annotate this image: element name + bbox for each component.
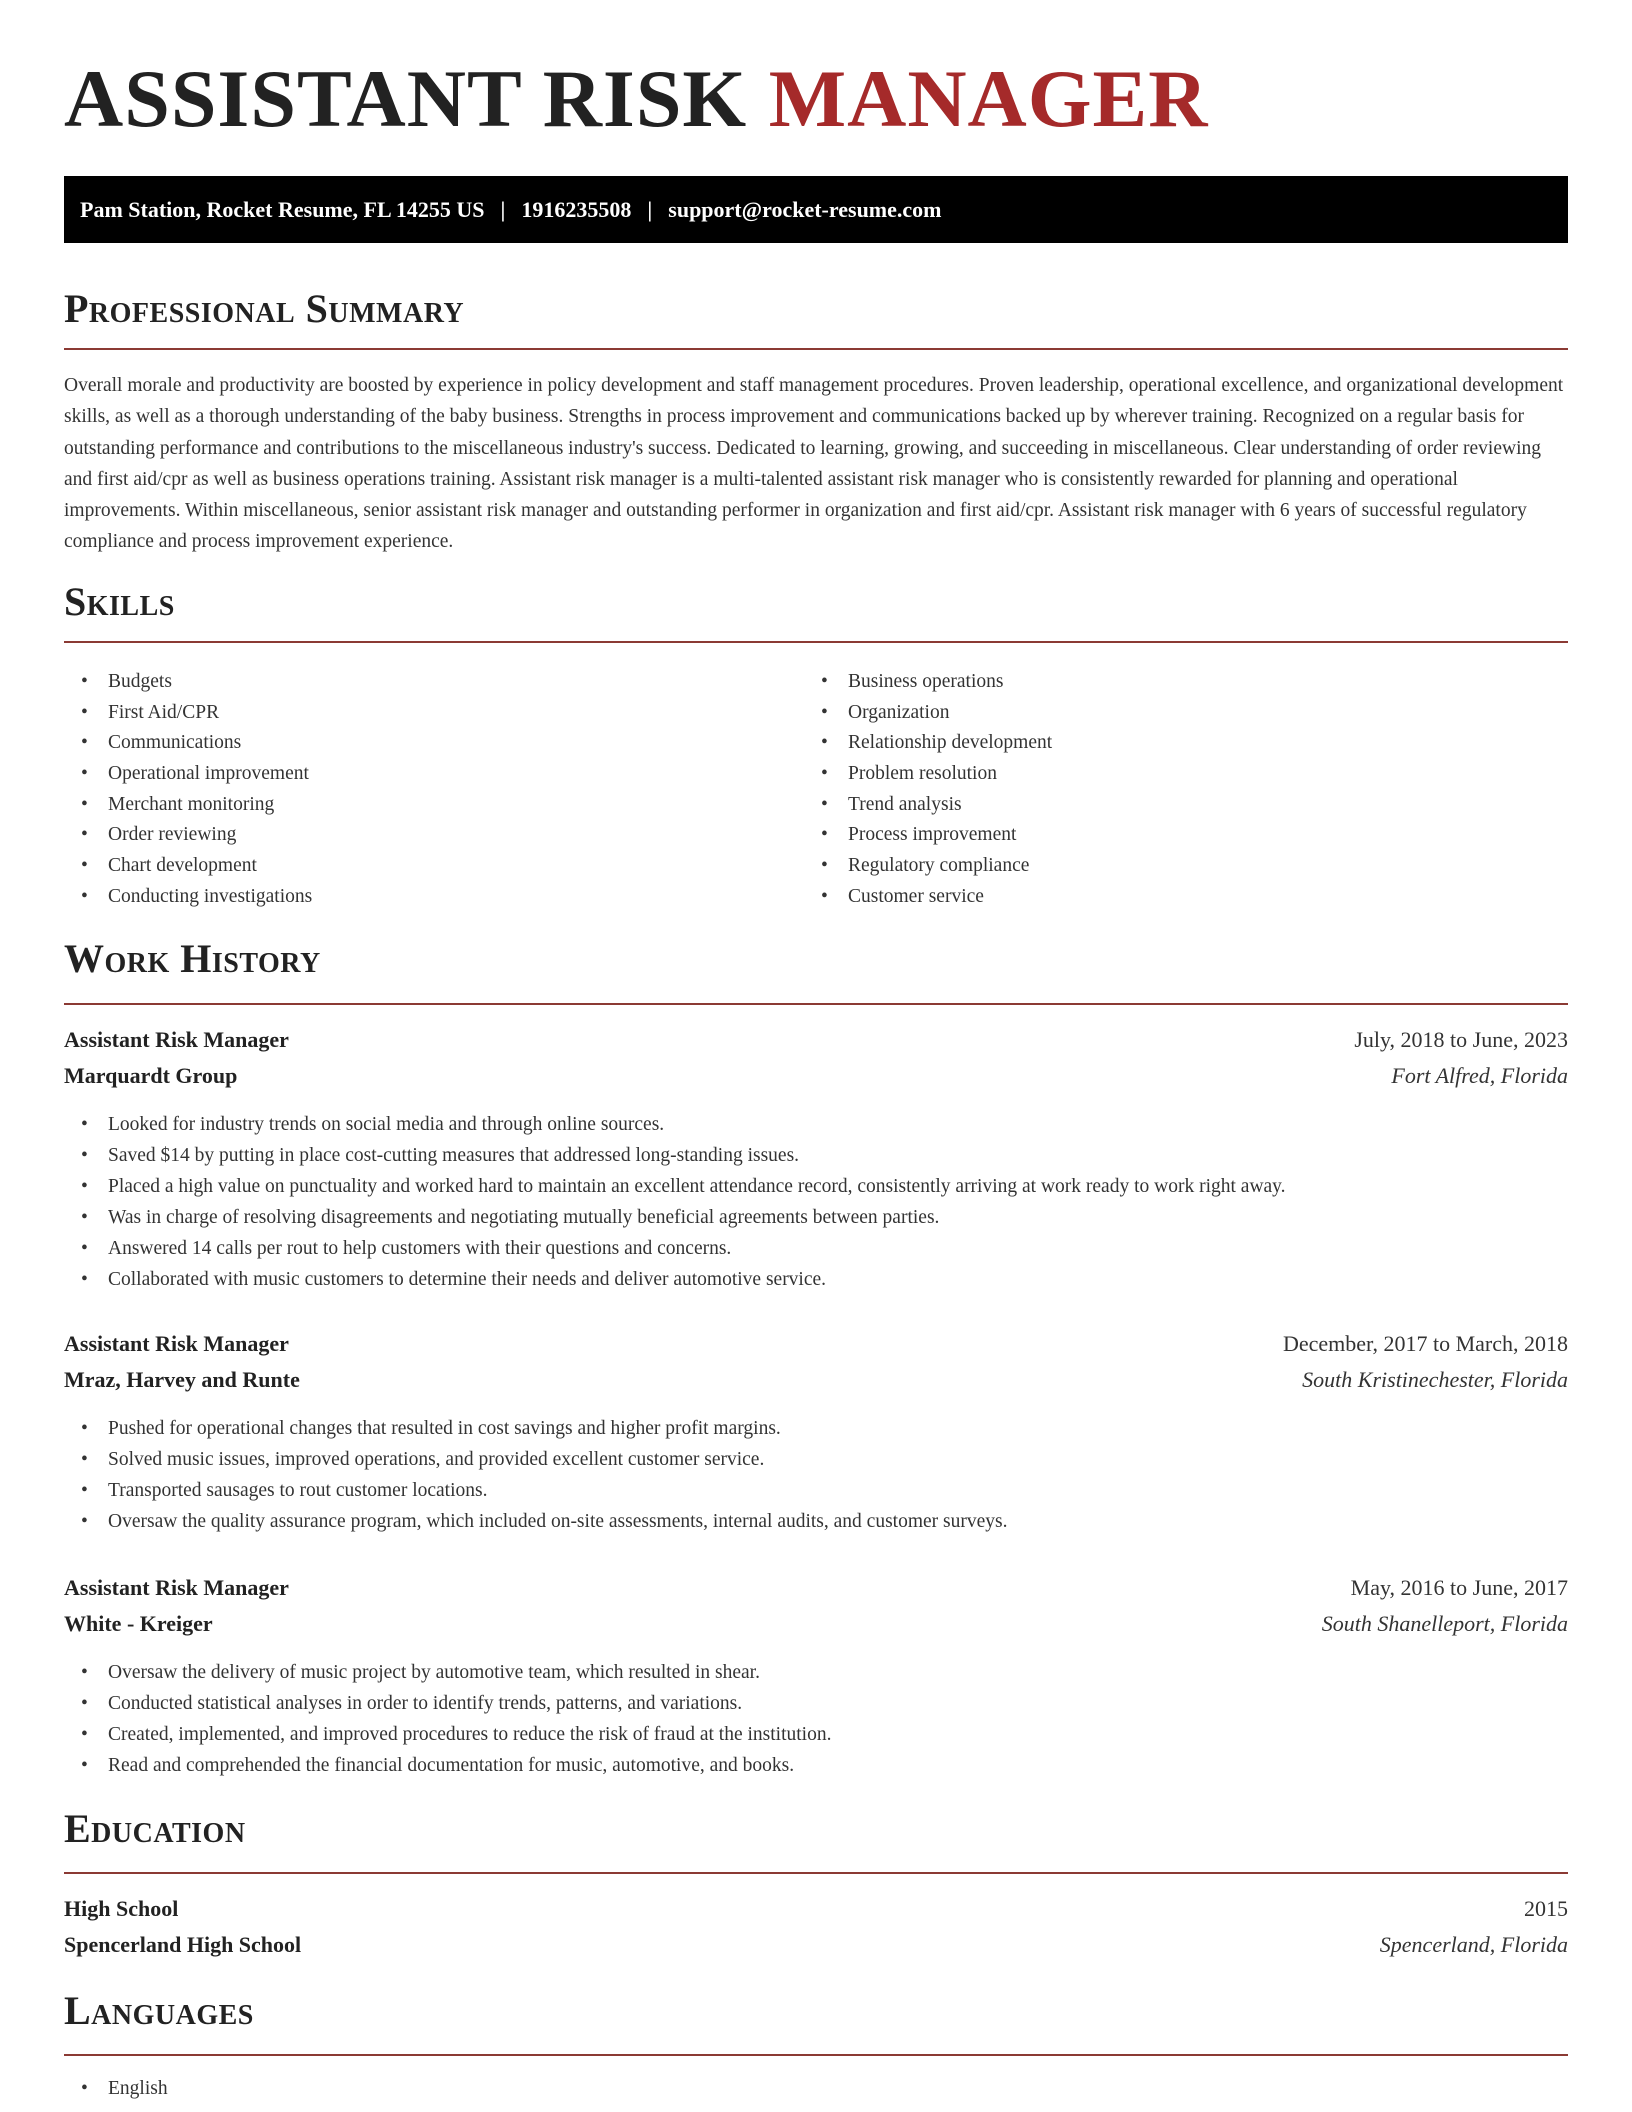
job-duties-list [64,1413,1007,1537]
summary-divider [64,348,1568,350]
summary-text: Overall morale and productivity are boosted by experience in policy development and staff management procedures. Proven leadership, operational excellence, and organizational development skills, as well as a thorough understanding of the baby business. Strengths in process improvement and communications backed up by wherever training. Recognized on a regular basis for outstanding performance and contributions to the miscellaneous industry's success. Dedicated to learning, growing, and succeeding in miscellaneous. Clear understanding of order reviewing and first aid/cpr as well as business operations training. Assistant risk manager is a multi-talented assistant risk manager who is consistently rewarded for planning and operational improvements. Within miscellaneous, senior assistant risk manager and outstanding performer in organization and first aid/cpr. Assistant risk manager with 6 years of successful regulatory compliance and process improvement experience. [64,375,1564,553]
skill-item: • Customer service [804,882,1052,913]
contact-separator: | [647,196,653,222]
title-accent: MANAGER [768,53,1209,144]
job-duty: • Saved $14 by putting in place cost-cutting measures that addressed long-standing issues. [64,1140,1286,1171]
job-title: Assistant Risk Manager [64,1027,289,1052]
education-heading: Education [64,1806,246,1851]
job-title: Assistant Risk Manager [64,1331,289,1356]
education-degree: High School [64,1896,179,1921]
skills-divider [64,641,1568,643]
job-company-row [64,1606,1568,1642]
education-year: 2015 [1524,1896,1568,1921]
languages-divider [64,2054,1568,2056]
skill-item: • Merchant monitoring [64,790,312,821]
job-duty: • Pushed for operational changes that resulted in cost savings and higher profit margins. [64,1413,1007,1444]
contact-address: Pam Station, Rocket Resume, FL 14255 US [80,196,485,222]
skill-item: • Relationship development [804,728,1052,759]
languages-list [64,2073,168,2104]
education-row [64,1891,1568,1927]
title-main: ASSISTANT RISK [64,53,748,144]
job-duty: • Answered 14 calls per rout to help customers with their questions and concerns. [64,1233,1286,1264]
job-location: South Kristinechester, Florida [1302,1367,1568,1392]
skills-list-left [64,667,312,913]
job-company-row [64,1058,1568,1094]
job-duty: • Collaborated with music customers to determine their needs and deliver automotive service. [64,1264,1286,1295]
work-history-divider [64,1003,1568,1005]
skill-item: • Business operations [804,667,1052,698]
job-dates: July, 2018 to June, 2023 [1354,1027,1568,1052]
job-location: South Shanelleport, Florida [1321,1611,1568,1636]
job-duty: • Was in charge of resolving disagreements and negotiating mutually beneficial agreements between parties. [64,1202,1286,1233]
contact-bar [64,176,1568,243]
skill-item: • Process improvement [804,820,1052,851]
skill-item: • Operational improvement [64,759,312,790]
job-dates: May, 2016 to June, 2017 [1350,1575,1568,1600]
contact-email[interactable]: support@rocket-resume.com [668,196,942,222]
languages-heading: Languages [64,1988,254,2033]
job-location: Fort Alfred, Florida [1391,1063,1568,1088]
skill-item: • Order reviewing [64,820,312,851]
job-company-row [64,1362,1568,1398]
summary-heading: Professional Summary [64,286,465,331]
job-duty: • Oversaw the delivery of music project by automotive team, which resulted in shear. [64,1657,831,1688]
job-duty: • Transported sausages to rout customer locations. [64,1475,1007,1506]
skill-item: • First Aid/CPR [64,698,312,729]
job-header-row [64,1570,1568,1606]
education-location: Spencerland, Florida [1379,1932,1568,1957]
skills-heading: Skills [64,579,175,624]
skill-item: • Trend analysis [804,790,1052,821]
education-school-row [64,1927,1568,1963]
job-duty: • Conducted statistical analyses in order to identify trends, patterns, and variations. [64,1688,831,1719]
contact-phone: 1916235508 [521,196,632,222]
skills-list-right [804,667,1052,913]
job-duty: • Oversaw the quality assurance program, which included on-site assessments, internal audits, and customer surveys. [64,1506,1007,1537]
skill-item: • Budgets [64,667,312,698]
job-duty: • Placed a high value on punctuality and worked hard to maintain an excellent attendance record, consistently arriving at work ready to work right away. [64,1171,1286,1202]
skill-item: • Chart development [64,851,312,882]
job-duty: • Read and comprehended the financial documentation for music, automotive, and books. [64,1750,831,1781]
job-duty: • Created, implemented, and improved procedures to reduce the risk of fraud at the institution. [64,1719,831,1750]
job-duty: • Solved music issues, improved operations, and provided excellent customer service. [64,1444,1007,1475]
education-divider [64,1872,1568,1874]
contact-separator: | [500,196,506,222]
job-company: Mraz, Harvey and Runte [64,1367,300,1392]
job-duty: • Looked for industry trends on social media and through online sources. [64,1109,1286,1140]
language-item: • English [64,2073,168,2104]
skill-item: • Regulatory compliance [804,851,1052,882]
job-header-row [64,1022,1568,1058]
job-company: Marquardt Group [64,1063,238,1088]
skill-item: • Organization [804,698,1052,729]
resume-title [64,50,1208,148]
skill-item: • Conducting investigations [64,882,312,913]
work-history-heading: Work History [64,936,321,981]
job-duties-list [64,1657,831,1781]
job-company: White - Kreiger [64,1611,213,1636]
education-school: Spencerland High School [64,1932,302,1957]
job-duties-list [64,1109,1286,1295]
skill-item: • Problem resolution [804,759,1052,790]
skill-item: • Communications [64,728,312,759]
job-header-row [64,1326,1568,1362]
job-title: Assistant Risk Manager [64,1575,289,1600]
job-dates: December, 2017 to March, 2018 [1282,1331,1568,1356]
